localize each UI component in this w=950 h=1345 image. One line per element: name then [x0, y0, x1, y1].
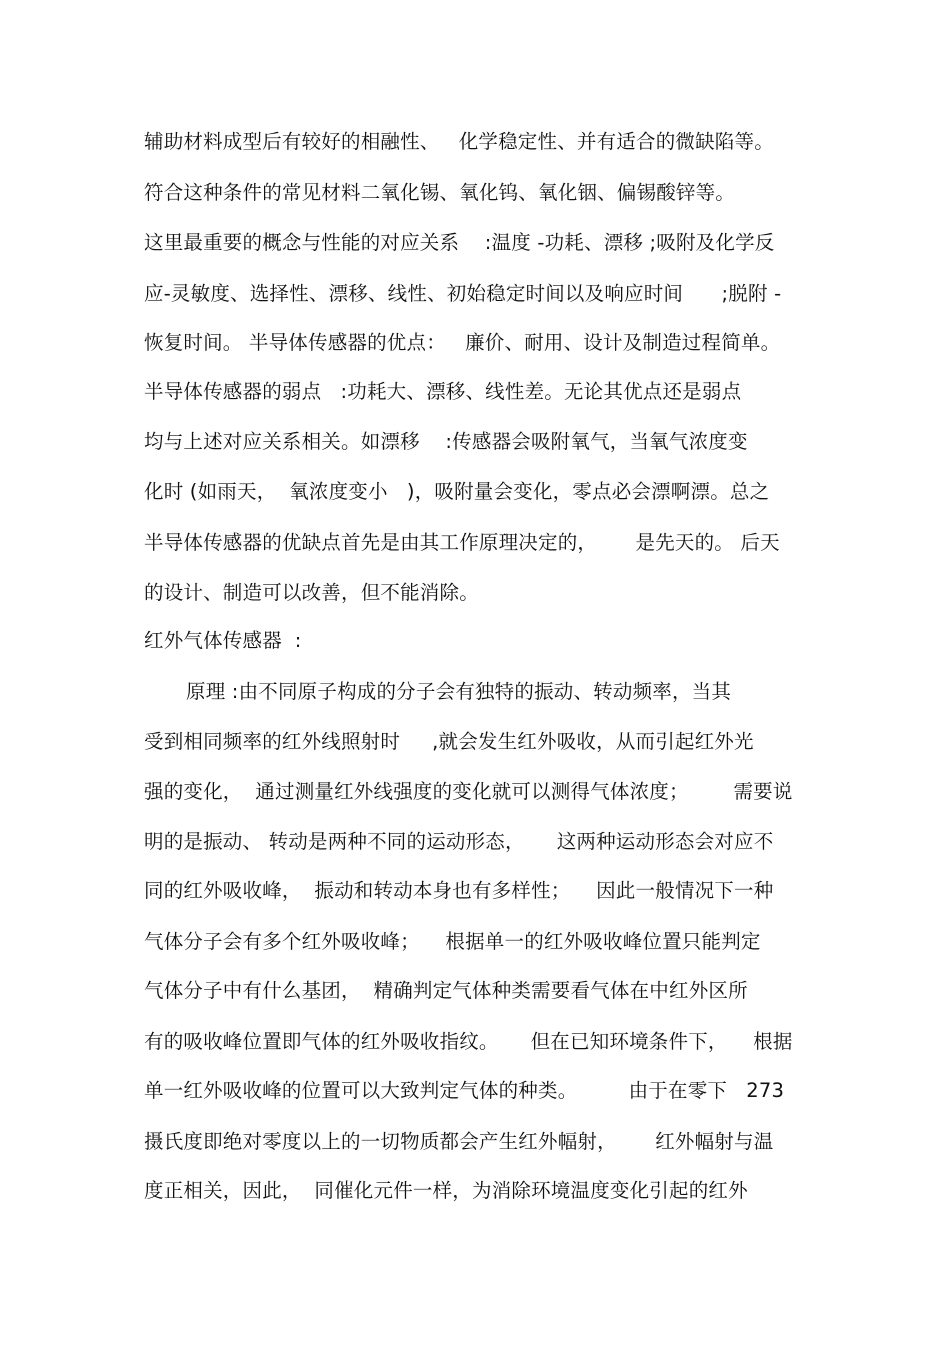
- text-line: 气体分子中有什么基团， 精确判定气体种类需要看气体在中红外区所: [144, 979, 748, 1002]
- text-line: 均与上述对应关系相关。如漂移 :传感器会吸附氧气，当氧气浓度变: [144, 430, 748, 453]
- text-line: 化时 (如雨天， 氧浓度变小 )，吸附量会变化，零点必会漂啊漂。总之: [144, 480, 770, 503]
- text-line: 明的是振动、 转动是两种不同的运动形态， 这两种运动形态会对应不: [144, 830, 774, 853]
- text-line: 半导体传感器的弱点 :功耗大、漂移、线性差。无论其优点还是弱点: [144, 380, 742, 403]
- text-line: 辅助材料成型后有较好的相融性、 化学稳定性、并有适合的微缺陷等。: [144, 130, 774, 153]
- text-line: 符合这种条件的常见材料二氧化锡、氧化钨、氧化铟、偏锡酸锌等。: [144, 181, 736, 204]
- text-line: 单一红外吸收峰的位置可以大致判定气体的种类。 由于在零下 273: [144, 1079, 785, 1102]
- text-line: 受到相同频率的红外线照射时 ,就会发生红外吸收，从而引起红外光: [144, 730, 754, 753]
- text-line: 气体分子会有多个红外吸收峰； 根据单一的红外吸收峰位置只能判定: [144, 930, 761, 953]
- section-heading: 红外气体传感器 :: [144, 629, 302, 652]
- text-line: 有的吸收峰位置即气体的红外吸收指纹。 但在已知环境条件下， 根据: [144, 1030, 793, 1053]
- text-line: 应-灵敏度、选择性、漂移、线性、初始稳定时间以及响应时间 ;脱附 -: [144, 282, 782, 305]
- text-line: 摄氏度即绝对零度以上的一切物质都会产生红外幅射， 红外幅射与温: [144, 1130, 774, 1153]
- text-line: 恢复时间。 半导体传感器的优点： 廉价、耐用、设计及制造过程简单。: [144, 331, 781, 354]
- text-line: 度正相关，因此， 同催化元件一样，为消除环境温度变化引起的红外: [144, 1179, 748, 1202]
- text-line: 同的红外吸收峰， 振动和转动本身也有多样性； 因此一般情况下一种: [144, 879, 774, 902]
- text-line: 这里最重要的概念与性能的对应关系 :温度 -功耗、漂移 ;吸附及化学反: [144, 231, 775, 254]
- text-line: 半导体传感器的优缺点首先是由其工作原理决定的， 是先天的。 后天: [144, 531, 780, 554]
- text-line: 强的变化， 通过测量红外线强度的变化就可以测得气体浓度； 需要说: [144, 780, 793, 803]
- paragraph-first-line: 原理 :由不同原子构成的分子会有独特的振动、转动频率，当其: [186, 680, 732, 703]
- text-line: 的设计、制造可以改善，但不能消除。: [144, 581, 479, 604]
